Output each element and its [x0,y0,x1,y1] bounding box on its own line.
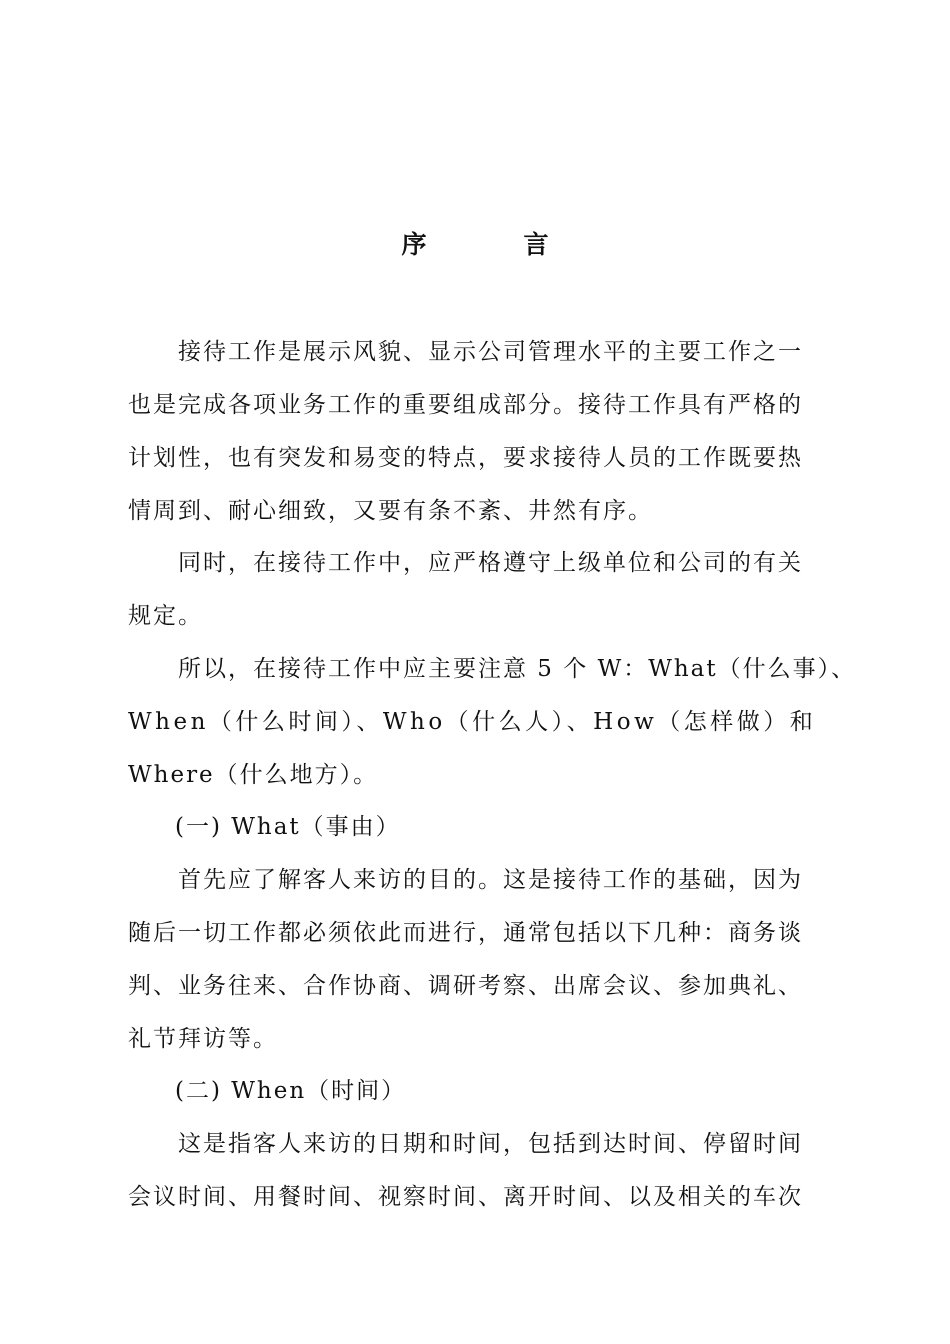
page-title: 序 言 [401,230,585,259]
paragraph-line: When（什么时间）、Who（什么人）、How（怎样做）和 [128,709,817,735]
paragraph-line: 规定。 [128,603,203,629]
paragraph-line: 所以，在接待工作中应主要注意 5 个 W：What（什么事）、 [178,656,857,682]
section-heading-what: (一) What（事由） [175,814,401,840]
paragraph-line: 计划性，也有突发和易变的特点，要求接待人员的工作既要热 [128,445,803,471]
section-heading-when: (二) When（时间） [175,1078,407,1104]
paragraph-line: 情周到、耐心细致，又要有条不紊、井然有序。 [128,498,653,524]
paragraph-line: Where（什么地方）。 [128,762,379,788]
paragraph-line: 首先应了解客人来访的目的。这是接待工作的基础，因为 [178,867,803,893]
paragraph-line: 也是完成各项业务工作的重要组成部分。接待工作具有严格的 [128,392,803,418]
paragraph-line: 接待工作是展示风貌、显示公司管理水平的主要工作之一 [178,339,803,365]
paragraph-line: 会议时间、用餐时间、视察时间、离开时间、以及相关的车次 [128,1184,803,1210]
paragraph-line: 这是指客人来访的日期和时间，包括到达时间、停留时间 [178,1131,803,1157]
paragraph-line: 判、业务往来、合作协商、调研考察、出席会议、参加典礼、 [128,973,803,999]
paragraph-line: 礼节拜访等。 [128,1026,278,1052]
paragraph-line: 同时，在接待工作中，应严格遵守上级单位和公司的有关 [178,550,803,576]
paragraph-line: 随后一切工作都必须依此而进行，通常包括以下几种：商务谈 [128,920,803,946]
